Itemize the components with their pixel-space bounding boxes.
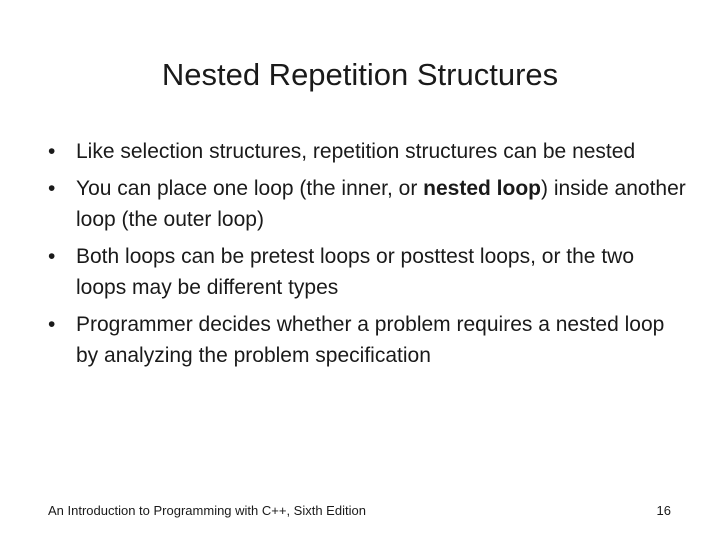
bullet-icon: • bbox=[48, 245, 56, 268]
bullet-icon: • bbox=[48, 140, 56, 163]
bullet-list bbox=[48, 136, 688, 377]
bullet-text bbox=[76, 140, 635, 163]
page-number: 16 bbox=[656, 503, 671, 518]
bullet-icon: • bbox=[48, 313, 56, 336]
bullet-bold-term: nested loop bbox=[423, 177, 541, 200]
bullet-icon: • bbox=[48, 177, 56, 200]
footer-source: An Introduction to Programming with C++, Sixth Edition bbox=[48, 503, 366, 518]
bullet-text-part: Both loops can be pretest loops or posttest loops, or the two loops may be different types bbox=[76, 245, 634, 299]
bullet-text-part: ) inside another loop (the outer loop) bbox=[76, 177, 686, 231]
bullet-item bbox=[48, 241, 688, 303]
bullet-text bbox=[76, 177, 686, 231]
bullet-item bbox=[48, 136, 688, 167]
bullet-text bbox=[76, 313, 664, 367]
bullet-text bbox=[76, 245, 634, 299]
bullet-text-part: Programmer decides whether a problem requires a nested loop by analyzing the problem specification bbox=[76, 313, 665, 367]
bullet-item bbox=[48, 309, 688, 371]
bullet-item bbox=[48, 173, 688, 235]
slide-title: Nested Repetition Structures bbox=[161, 57, 559, 92]
bullet-text-part: Like selection structures, repetition structures can be nested bbox=[76, 140, 636, 163]
bullet-text-part: You can place one loop (the inner, or bbox=[76, 177, 424, 200]
